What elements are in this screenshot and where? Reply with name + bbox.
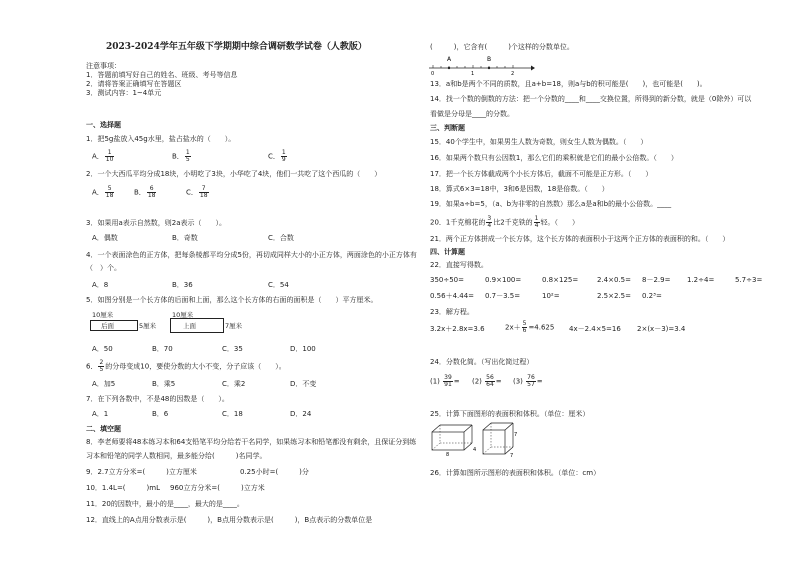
note-item: 3．测试内容：1~4单元 bbox=[86, 89, 162, 97]
question-8: 8．李老师要将48本练习本和64支铅笔平均分给若干名同学，如果练习本和铅笔都没有剩余，且保证分到练 bbox=[86, 438, 417, 446]
question-2: 2．一个大西瓜平均分成18块，小明吃了3块，小华吃了4块，他们一共吃了这个西瓜的（ ） bbox=[86, 170, 382, 178]
q7-option-b: B．6 bbox=[152, 410, 169, 418]
cuboid-width-label: 4 bbox=[473, 447, 477, 453]
mental-math-item: 0.9×100= bbox=[485, 276, 522, 284]
question-5: 5．如图分别是一个长方体的后面和上面，那么这个长方体的右面的面积是（ ）平方厘米。 bbox=[86, 296, 378, 304]
mental-math-item: 350÷50= bbox=[430, 276, 464, 284]
question-6: 6． $\frac{2}{5}$ 的分母变成10，要使分数的大小不变，分子应该（ ）。 bbox=[86, 359, 286, 373]
fig-rectangle bbox=[170, 318, 224, 333]
question-22: 22．直接写得数。 bbox=[430, 261, 488, 269]
fraction: $\frac{3}{4}$ bbox=[487, 215, 492, 229]
question-4: 4．一个表面涂色的正方体，把每条棱都平均分成5份，再切成同样大小的小正方体，两面涂色的小正方体有 bbox=[86, 251, 417, 259]
simplify-1: (1) $\frac{39}{91}$ = bbox=[430, 374, 460, 388]
q5-option-a: A．50 bbox=[92, 345, 113, 353]
simplify-3: (3) $\frac{76}{57}$ = bbox=[513, 374, 543, 388]
number-line-figure bbox=[427, 52, 537, 76]
point-b-label: B bbox=[487, 56, 492, 63]
section-judge: 三、判断题 bbox=[430, 124, 465, 132]
q4-option-b: B．36 bbox=[172, 281, 193, 289]
q4-option-c: C．54 bbox=[268, 281, 289, 289]
fig-dimension-side: 7厘米 bbox=[225, 322, 243, 330]
q1-option-b bbox=[172, 150, 192, 163]
question-12: 12．直线上的A点用分数表示是( )，B点用分数表示是( )，B点表示的分数单位是 bbox=[86, 516, 373, 524]
note-item: 1．答题前填写好自己的姓名、班级、考号等信息 bbox=[86, 71, 238, 79]
tick-label-0: 0 bbox=[431, 71, 435, 76]
question-1: 1．把5g盐放入45g水里，盐占盐水的（ ）。 bbox=[86, 135, 236, 143]
question-19: 19．如果a÷b=5，（a、b为非零的自然数）那么a是a和b的最小公倍数。____ bbox=[430, 200, 672, 208]
point-a-label: A bbox=[447, 56, 452, 63]
option-label: A． bbox=[92, 152, 104, 161]
question-11: 11．20的因数中，最小的是____，最大的是____。 bbox=[86, 500, 244, 508]
mental-math-item: 5.7÷3= bbox=[735, 276, 763, 284]
fig-dimension-top: 10厘米 bbox=[92, 311, 114, 319]
q5-option-b: B．70 bbox=[152, 345, 173, 353]
equation-3: 4x－2.4×5=16 bbox=[569, 325, 621, 333]
fig-rectangle bbox=[90, 320, 138, 331]
equation-2: 2x＋ $\frac{5}{6}$ =4.625 bbox=[505, 320, 555, 334]
fig-dimension-top: 10厘米 bbox=[172, 311, 194, 319]
equation-1: 3.2x＋2.8x=3.6 bbox=[430, 325, 485, 333]
cube-edge-label: 7 bbox=[514, 432, 518, 438]
q3-option-c: C．合数 bbox=[268, 234, 294, 242]
mental-math-item: 0.56＋4.44= bbox=[430, 292, 475, 300]
question-9b: 0.25小时=( )分 bbox=[240, 468, 309, 476]
section-choice: 一、选择题 bbox=[86, 121, 121, 129]
question-12-cont: ( )，它含有( )个这样的分数单位。 bbox=[430, 43, 574, 51]
fraction: $\frac{1}{4}$ bbox=[534, 215, 539, 229]
mental-math-item: 8－2.9= bbox=[642, 276, 671, 284]
fraction: $\frac{39}{91}$ bbox=[444, 374, 452, 388]
q5-option-d: D．100 bbox=[290, 345, 316, 353]
simplify-2: (2) $\frac{56}{64}$ = bbox=[472, 374, 502, 388]
fraction: $\frac{5}{18}$ bbox=[105, 185, 114, 199]
mental-math-item: 2.5×2.5= bbox=[597, 292, 631, 300]
fraction: $\frac{1}{9}$ bbox=[281, 149, 286, 163]
question-23: 23．解方程。 bbox=[430, 308, 474, 316]
question-7: 7．在下列各数中，不是48的因数是（ ）。 bbox=[86, 395, 229, 403]
q3-option-a: A．偶数 bbox=[92, 234, 118, 242]
question-17: 17．把一个长方体截成两个小长方体后，截面不可能是正方形。（ ） bbox=[430, 170, 653, 178]
q4-option-a: A．8 bbox=[92, 281, 109, 289]
fig-dimension-side: 5厘米 bbox=[139, 322, 157, 330]
section-calc: 四、计算题 bbox=[430, 248, 465, 256]
mental-math-item: 0.8×125= bbox=[542, 276, 579, 284]
question-21: 21．两个正方体拼成一个长方体，这个长方体的表面积小于这两个正方体的表面积的和。（ ） bbox=[430, 235, 730, 243]
fraction: $\frac{76}{57}$ bbox=[527, 374, 535, 388]
q6-option-c: C．乘2 bbox=[222, 380, 246, 388]
mental-math-item: 2.4×0.5= bbox=[597, 276, 631, 284]
fraction: $\frac{1}{5}$ bbox=[185, 149, 190, 163]
q6-option-a: A．加5 bbox=[92, 380, 116, 388]
q7-option-a: A．1 bbox=[92, 410, 109, 418]
fig-face-label: 上面 bbox=[183, 322, 196, 330]
q2-option-c bbox=[186, 186, 210, 199]
question-15: 15．40个学生中，如果男生人数为奇数，则女生人数为偶数。（ ） bbox=[430, 138, 648, 146]
tick-label-2: 2 bbox=[511, 71, 515, 76]
q6-option-b: B．乘5 bbox=[152, 380, 176, 388]
question-24: 24．分数化简。（写出化简过程） bbox=[430, 358, 534, 366]
question-8-cont: 习本和铅笔的同学人数相同，最多能分给( )名同学。 bbox=[86, 452, 267, 460]
option-label: B． bbox=[172, 152, 184, 161]
note-item: 2．请将答案正确填写在答题区 bbox=[86, 80, 182, 88]
fraction: $\frac{6}{18}$ bbox=[147, 185, 156, 199]
option-label: C． bbox=[268, 152, 280, 161]
fraction: $\frac{5}{6}$ bbox=[522, 320, 527, 334]
q7-option-c: C．18 bbox=[222, 410, 243, 418]
question-14: 14．找一个数的倒数的方法：把一个分数的____和____交换位置，所得到的新分数，就是（0除外）可以 bbox=[430, 95, 752, 103]
question-20: 20．1千克棉花的 $\frac{3}{4}$ 比2千克铁的 $\frac{1}{4}$ 轻。（ ） bbox=[430, 215, 579, 229]
mental-math-item: 1.2÷4= bbox=[687, 276, 715, 284]
mental-math-item: 0.2³= bbox=[642, 292, 662, 300]
fraction: $\frac{2}{5}$ bbox=[99, 359, 104, 373]
question-18: 18．算式6×3=18中，3和6是因数，18是倍数。（ ） bbox=[430, 185, 609, 193]
q1-option-c bbox=[268, 150, 288, 163]
q7-option-d: D．24 bbox=[290, 410, 312, 418]
question-26: 26．计算如图所示图形的表面积和体积。（单位：cm） bbox=[430, 469, 601, 477]
q1-option-a bbox=[92, 150, 115, 163]
q5-option-c: C．35 bbox=[222, 345, 243, 353]
question-3: 3．如果用a表示自然数，则2a表示（ ）。 bbox=[86, 219, 226, 227]
fraction: $\frac{7}{18}$ bbox=[199, 185, 208, 199]
question-14-cont: 看做是分母是____的分数。 bbox=[430, 110, 514, 118]
question-13: 13．a和b是两个不同的质数，且a+b=18，则a与b的积可能是( )，也可能是( )。 bbox=[430, 80, 707, 88]
question-16: 16．如果两个数只有公因数1，那么它们的乘积就是它们的最小公倍数。（ ） bbox=[430, 154, 678, 162]
cuboid-figure bbox=[430, 422, 480, 458]
q3-option-b: B．奇数 bbox=[172, 234, 198, 242]
exam-title: 2023-2024学年五年级下学期期中综合调研数学试卷（人教版） bbox=[106, 42, 367, 52]
option-label: B． bbox=[134, 188, 146, 197]
fig-face-label: 后面 bbox=[101, 322, 114, 330]
question-10b: 960立方分米=( )立方米 bbox=[170, 484, 265, 492]
q6-option-d: D．不变 bbox=[290, 380, 317, 388]
tick-label-1: 1 bbox=[471, 71, 475, 76]
question-9a: 9．2.7立方分米=( )立方厘米 bbox=[86, 468, 197, 476]
cuboid-length-label: 8 bbox=[446, 452, 450, 458]
notes-heading: 注意事项： bbox=[86, 62, 121, 70]
fraction: $\frac{56}{64}$ bbox=[486, 374, 494, 388]
q2-option-b bbox=[134, 186, 157, 199]
option-label: A． bbox=[92, 188, 104, 197]
question-10a: 10．1.4L=( )mL bbox=[86, 484, 160, 492]
cube-edge-label: 7 bbox=[510, 453, 514, 459]
question-4-cont: （ ）个。 bbox=[86, 264, 121, 272]
option-label: C． bbox=[186, 188, 198, 197]
mental-math-item: 0.7－3.5= bbox=[485, 292, 521, 300]
cube-figure bbox=[481, 420, 521, 460]
section-fill: 二、填空题 bbox=[86, 425, 121, 433]
question-25: 25．计算下面图形的表面积和体积。（单位：厘米） bbox=[430, 410, 590, 418]
equation-4: 2×(x－3)=3.4 bbox=[637, 325, 686, 333]
mental-math-item: 10²= bbox=[542, 292, 560, 300]
fraction: $\frac{1}{10}$ bbox=[105, 149, 114, 163]
q2-option-a bbox=[92, 186, 115, 199]
